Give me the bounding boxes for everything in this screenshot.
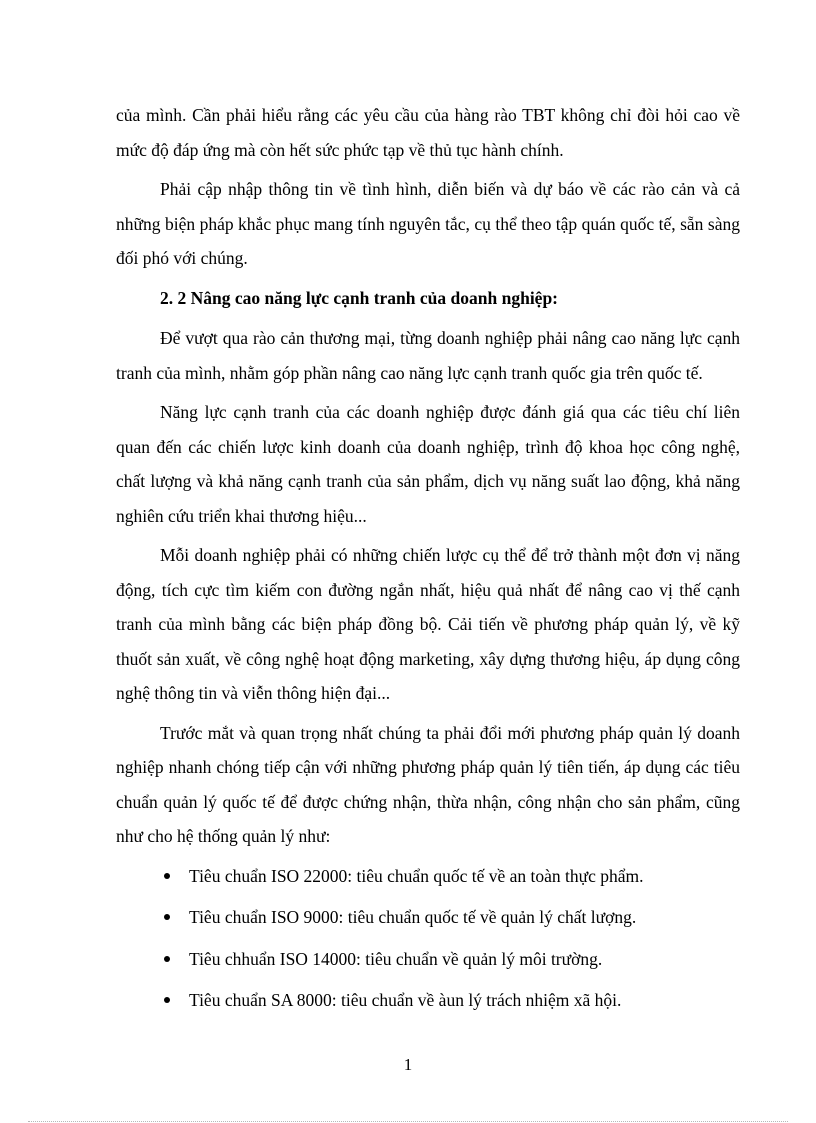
page-bottom-divider: [28, 1121, 788, 1122]
bullet-icon: [164, 997, 170, 1003]
list-item-text: Tiêu chuẩn ISO 22000: tiêu chuẩn quốc tế về an toàn thực phẩm.: [189, 865, 644, 886]
paragraph-update-info: Phải cập nhập thông tin về tình hình, diễn biến và dự báo về các rào cản và cả những biện pháp khắc phục mang tính nguyên tắc, cụ thể theo tập quán quốc tế, sẵn sàng đối phó với chúng.: [116, 179, 740, 268]
section-heading: 2. 2 Nâng cao năng lực cạnh tranh của doanh nghiệp:: [160, 287, 559, 308]
bullet-icon: [164, 914, 170, 920]
list-item: [116, 983, 740, 1018]
list-item-text: Tiêu chhuẩn ISO 14000: tiêu chuẩn về quản lý môi trường.: [189, 948, 603, 969]
list-item-text: Tiêu chuẩn ISO 9000: tiêu chuẩn quốc tế về quản lý chất lượng.: [189, 907, 637, 927]
paragraph-strategies: Mỗi doanh nghiệp phải có những chiến lược cụ thể để trở thành một đơn vị năng động, tích cực tìm kiếm con đường ngắn nhất, hiệu quả nhất để nâng cao vị thế cạnh tranh của mình bằng các biện pháp đồng bộ. Cải tiến về phương pháp quản lý, về kỹ thuốt sản xuất, về công nghệ hoạt động marketing, xây dựng thương hiệu, áp dụng công nghệ thông tin và viễn thông hiện đại...: [116, 545, 740, 703]
list-item: [116, 900, 740, 935]
paragraph-overcome-barriers: Để vượt qua rào cản thương mại, từng doanh nghiệp phải nâng cao năng lực cạnh tranh của mình, nhằm góp phần nâng cao năng lực cạnh tranh quốc gia trên quốc tế.: [116, 328, 740, 383]
bullet-icon: [164, 873, 170, 879]
list-item: [116, 859, 740, 894]
paragraph-competitiveness-criteria: Năng lực cạnh tranh của các doanh nghiệp được đánh giá qua các tiêu chí liên quan đến các chiến lược kinh doanh của doanh nghiệp, trình độ khoa học công nghệ, chất lượng và khả năng cạnh tranh của sản phẩm, dịch vụ năng suất lao động, khả năng nghiên cứu triển khai thương hiệu...: [116, 402, 740, 526]
paragraph-management-methods: Trước mắt và quan trọng nhất chúng ta phải đổi mới phương pháp quản lý doanh nghiệp nhanh chóng tiếp cận với những phương pháp quản lý tiên tiến, áp dụng các tiêu chuẩn quản lý quốc tế để được chứng nhận, thừa nhận, công nhận cho sản phẩm, cũng như cho hệ thống quản lý như:: [116, 722, 740, 846]
list-item-text: Tiêu chuẩn SA 8000: tiêu chuẩn về àun lý trách nhiệm xã hội.: [189, 990, 622, 1010]
paragraph-continuation: của mình. Cần phải hiểu rằng các yêu cầu của hàng rào TBT không chỉ đòi hỏi cao về mức độ đáp ứng mà còn hết sức phức tạp về thủ tục hành chính.: [116, 105, 740, 160]
bullet-icon: [164, 956, 170, 962]
list-item: [116, 942, 740, 977]
standards-list: [116, 859, 740, 1018]
page-number: 1: [403, 1055, 413, 1074]
page-body: [116, 98, 740, 1025]
